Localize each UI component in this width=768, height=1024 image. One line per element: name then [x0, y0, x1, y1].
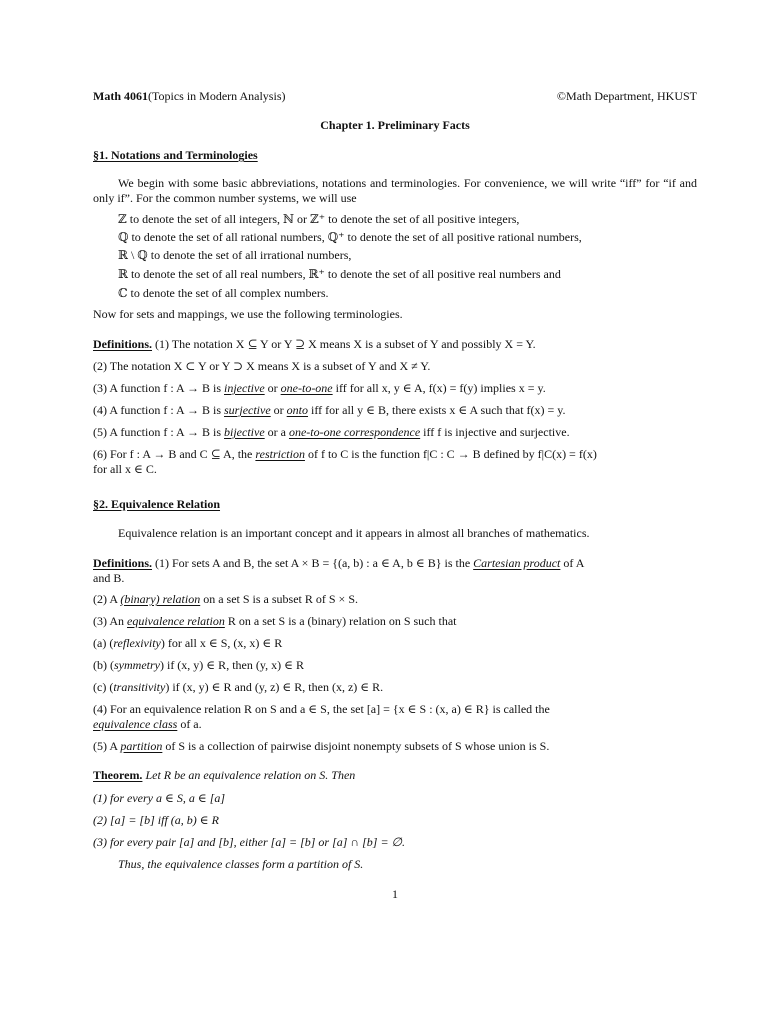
theorem-item-3: (3) for every pair [a] and [b], either [a] = [b] or [a] ∩ [b] = ∅.	[93, 835, 405, 849]
number-system-integers: ℤ to denote the set of all integers, ℕ or ℤ⁺ to denote the set of all positive integers,	[118, 212, 520, 226]
section-2-title: §2. Equivalence Relation	[93, 497, 221, 511]
number-system-reals: ℝ to denote the set of all real numbers, ℝ⁺ to denote the set of all positive real numbers and	[118, 267, 561, 281]
definition-2-1: Definitions. (1) For sets A and B, the set A × B = {(a, b) : a ∈ A, b ∈ B} is the Cartesian product of A	[93, 556, 585, 570]
theorem-statement: Theorem. Let R be an equivalence relation on S. Then	[93, 768, 356, 782]
property-reflexivity: (a) (reflexivity) for all x ∈ S, (x, x) ∈ R	[93, 636, 283, 650]
number-system-complex: ℂ to denote the set of all complex numbers.	[118, 286, 329, 300]
definition-1-6: (6) For f : A → B and C ⊆ A, the restriction of f to C is the function f|C : C → B defined by f|C(x) = f(x)	[93, 447, 597, 461]
definition-1-3: (3) A function f : A → B is injective or one-to-one iff for all x, y ∈ A, f(x) = f(y) implies x = y.	[93, 381, 546, 395]
course-title: Math 4061(Topics in Modern Analysis)	[93, 89, 286, 103]
definition-2-3: (3) An equivalence relation R on a set S is a (binary) relation on S such that	[93, 614, 457, 628]
definition-1-2: (2) The notation X ⊂ Y or Y ⊃ X means X is a subset of Y and X ≠ Y.	[93, 359, 431, 373]
section-1-intro: We begin with some basic abbreviations, notations and terminologies. For convenience, we will write “iff” for “if and only if”. For the common number systems, we will use	[93, 176, 697, 205]
theorem-item-1: (1) for every a ∈ S, a ∈ [a]	[93, 791, 226, 805]
number-system-rationals: ℚ to denote the set of all rational numbers, ℚ⁺ to denote the set of all positive rational numbers,	[118, 230, 582, 244]
section-1-title: §1. Notations and Terminologies	[93, 148, 258, 162]
chapter-title: Chapter 1. Preliminary Facts	[320, 118, 470, 132]
section-2-intro: Equivalence relation is an important concept and it appears in almost all branches of mathematics.	[118, 526, 590, 540]
definition-1-1: Definitions. (1) The notation X ⊆ Y or Y ⊇ X means X is a subset of Y and possibly X = Y.	[93, 337, 536, 351]
page-header	[93, 89, 697, 105]
copyright-notice: ©Math Department, HKUST	[556, 89, 697, 103]
property-transitivity: (c) (transitivity) if (x, y) ∈ R and (y, z) ∈ R, then (x, z) ∈ R.	[93, 680, 384, 694]
sets-intro: Now for sets and mappings, we use the following terminologies.	[93, 307, 403, 321]
definition-2-4: (4) For an equivalence relation R on S and a ∈ S, the set [a] = {x ∈ S : (x, a) ∈ R} is called the	[93, 702, 550, 716]
property-symmetry: (b) (symmetry) if (x, y) ∈ R, then (y, x) ∈ R	[93, 658, 304, 672]
theorem-conclusion: Thus, the equivalence classes form a partition of S.	[118, 857, 364, 871]
page-number: 1	[392, 887, 398, 901]
definition-1-5: (5) A function f : A → B is bijective or a one-to-one correspondence iff f is injective and surjective.	[93, 425, 570, 439]
definition-2-1-cont: and B.	[93, 571, 125, 585]
definition-2-2: (2) A (binary) relation on a set S is a subset R of S × S.	[93, 592, 358, 606]
definition-1-6-cont: for all x ∈ C.	[93, 462, 157, 476]
definition-2-5: (5) A partition of S is a collection of pairwise disjoint nonempty subsets of S whose union is S.	[93, 739, 550, 753]
definition-1-4: (4) A function f : A → B is surjective or onto iff for all y ∈ B, there exists x ∈ A such that f(x) = y.	[93, 403, 566, 417]
theorem-item-2: (2) [a] = [b] iff (a, b) ∈ R	[93, 813, 219, 827]
definition-2-4-cont: equivalence class of a.	[93, 717, 202, 731]
number-system-irrationals: ℝ \ ℚ to denote the set of all irrational numbers,	[118, 248, 352, 262]
